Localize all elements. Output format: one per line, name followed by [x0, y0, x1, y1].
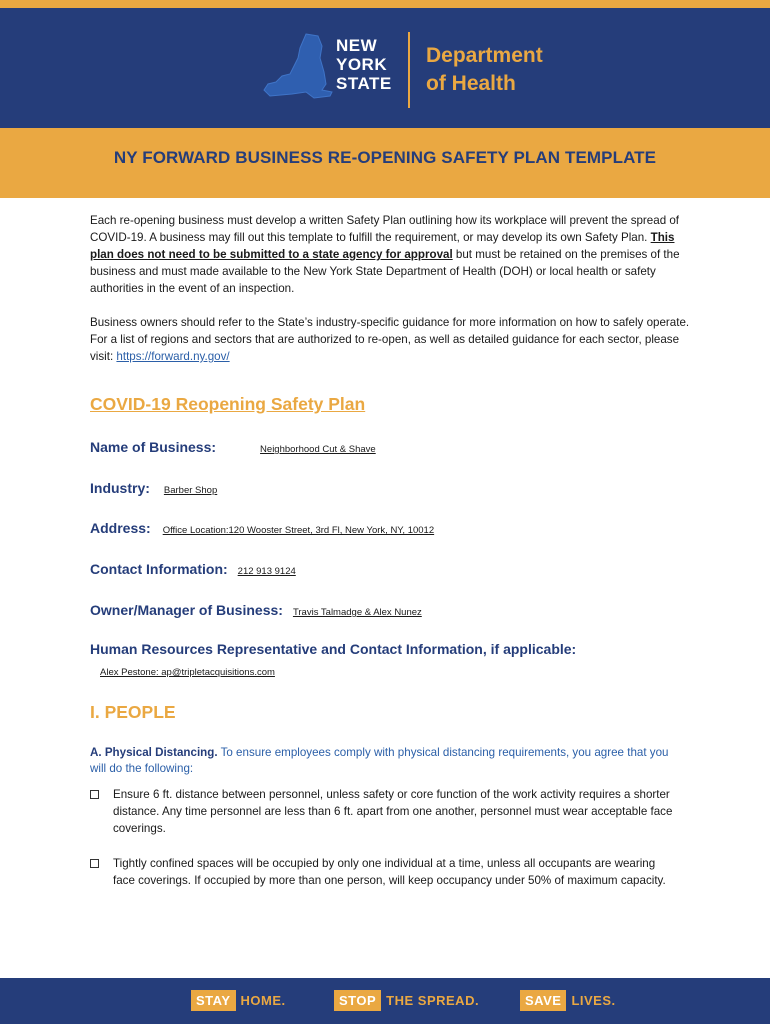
slogan-save-lives: [520, 990, 616, 1011]
hr-representative-label: Human Resources Representative and Contact Information, if applicable:: [90, 641, 577, 657]
intro-text-2a: Business owners should refer to the State’s industry-specific guidance for more information on how to safely operate. For a list of regions and sectors that are authorized to re-open, as well as detailed guidance for each sector, please visit:: [90, 316, 690, 363]
intro-paragraph-2: [90, 314, 690, 365]
slogan-rest: HOME.: [240, 993, 286, 1008]
slogan-stay-home: [191, 990, 286, 1011]
checklist-item-text: Tightly confined spaces will be occupied by only one individual at a time, unless all occupants are wearing face coverings. If occupied by more than one person, will keep occupancy under 50% of maximum capacity.: [113, 857, 666, 887]
owner-field: [90, 602, 422, 618]
intro-paragraph-1: [90, 212, 690, 297]
logo-line-york: YORK: [336, 55, 388, 74]
slogan-highlight: STAY: [191, 990, 236, 1011]
reopening-plan-heading: COVID-19 Reopening Safety Plan: [90, 394, 366, 414]
contact-field: [90, 561, 296, 577]
title-band: [0, 128, 770, 198]
business-name-field: [90, 439, 376, 455]
business-name-value[interactable]: Neighborhood Cut & Shave: [260, 444, 376, 455]
hr-representative-value[interactable]: Alex Pestone: ap@tripletacquisitions.com: [100, 667, 275, 678]
slogan-rest: LIVES.: [571, 993, 616, 1008]
industry-value[interactable]: Barber Shop: [163, 485, 218, 496]
logo-line-state: STATE: [336, 74, 392, 93]
owner-value[interactable]: Travis Talmadge & Alex Nunez: [292, 607, 422, 618]
address-label: Address:: [90, 520, 151, 536]
contact-label: Contact Information:: [90, 561, 228, 577]
address-value[interactable]: Office Location:120 Wooster Street, 3rd Fl, New York, NY, 10012: [162, 525, 435, 536]
new-york-state-map-icon: [262, 32, 334, 110]
industry-field: [90, 480, 217, 496]
intro-section: [90, 212, 690, 365]
intro-text-1c: but must be retained on the premises of the business and must made available to the New York State Department of Health (DOH) or local health or safety authorities in the event of an inspection.: [90, 248, 680, 295]
business-name-label: Name of Business:: [90, 439, 217, 455]
nys-wordmark: [336, 36, 392, 93]
checklist-item-text: Ensure 6 ft. distance between personnel, unless safety or core function of the work activity requires a shorter distance. Any time personnel are less than 6 ft. apart from one another, personnel must wear acceptable face coverings.: [113, 788, 673, 835]
dept-line-1: Department: [426, 44, 543, 67]
logo-line-new: NEW: [336, 36, 378, 55]
people-heading: I. PEOPLE: [90, 702, 176, 722]
checkbox[interactable]: [90, 790, 99, 799]
physical-distancing-label: A. Physical Distancing.: [90, 746, 218, 759]
department-wordmark: [426, 42, 543, 98]
slogan-highlight: SAVE: [520, 990, 566, 1011]
header-banner: [0, 8, 770, 128]
nys-doh-logo: [262, 30, 562, 120]
intro-emphasis: This plan does not need to be submitted to a state agency for approval: [90, 231, 675, 261]
industry-label: Industry:: [90, 480, 150, 496]
slogan-stop-spread: [334, 990, 479, 1011]
forward-ny-link[interactable]: https://forward.ny.gov/: [116, 350, 230, 363]
top-stripe: [0, 0, 770, 8]
address-field: [90, 520, 434, 536]
dept-line-2: of Health: [426, 72, 516, 95]
document-title: NY FORWARD BUSINESS RE-OPENING SAFETY PLAN TEMPLATE: [113, 148, 657, 167]
checkbox[interactable]: [90, 859, 99, 868]
footer-banner: [0, 978, 770, 1024]
physical-distancing-text: To ensure employees comply with physical distancing requirements, you agree that you will do the following:: [90, 746, 669, 775]
checklist-item: [90, 855, 680, 889]
physical-distancing-intro: [90, 745, 680, 777]
checklist-item: [90, 786, 680, 837]
owner-label: Owner/Manager of Business:: [90, 602, 283, 618]
slogan-highlight: STOP: [334, 990, 381, 1011]
contact-value[interactable]: 212 913 9124: [237, 566, 296, 577]
intro-text-1a: Each re-opening business must develop a written Safety Plan outlining how its workplace will prevent the spread of COVID-19. A business may fill out this template to fulfill the requirement, or may develop its own Safety Plan.: [90, 214, 680, 244]
logo-divider: [408, 32, 410, 108]
slogan-rest: THE SPREAD.: [386, 993, 480, 1008]
